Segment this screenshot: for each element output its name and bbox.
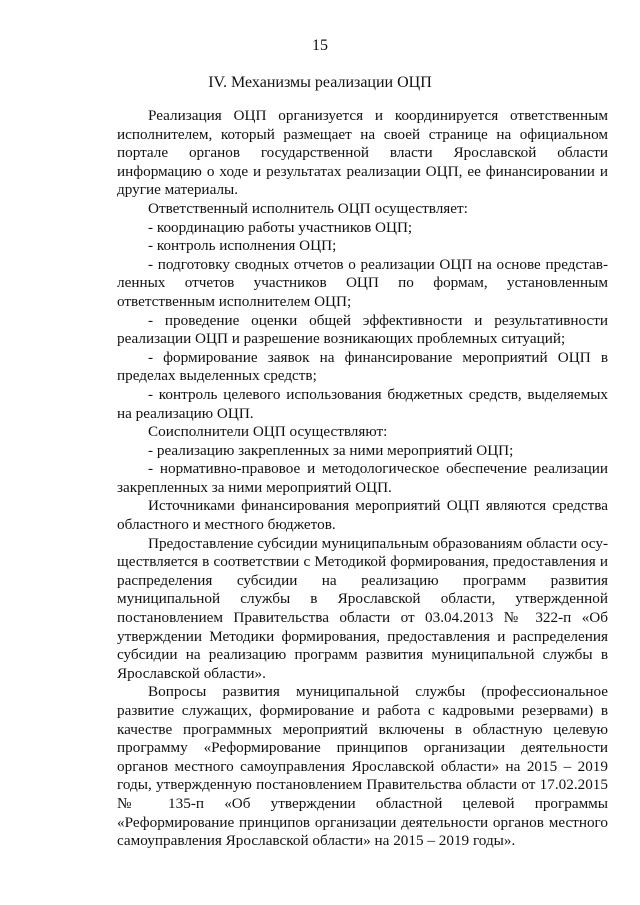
list-item-control: - контроль исполнения ОЦП;	[148, 237, 337, 255]
list-item-reports: - подготовку сводных отчетов о реализации ОЦП на основе представленных отчетов участников ОЦП по формам, установленным ответственным исполнителем ОЦП;	[117, 255, 608, 310]
paragraph-municipal-service: Вопросы развития муниципальной службы (профессиональное развитие служащих, формирование и работа с кадровыми резервами) в качестве программных мероприятий включены в областную целевую программу «Реформирование принципов организации деятельности органов местного самоуправления Ярославской области» на 2015 – 2019 годы, утвержденную постановлением Правительства области от 17.02.2015 № 135-п «Об утверждении областной целевой программы «Реформирование принципов организации деятельности органов местного самоуправления Ярославской области» на 2015 – 2019 годы».	[117, 683, 608, 850]
list-item-budget-control: - контроль целевого использования бюджетных средств, выделяемых на реализацию ОЦП.	[117, 385, 608, 422]
paragraph-executor-duties-heading: Ответственный исполнитель ОЦП осуществляет:	[148, 199, 468, 217]
list-item-coordination: - координацию работы участников ОЦП;	[148, 218, 413, 236]
list-item-efficiency-assessment: - проведение оценки общей эффективности и результативности реализации ОЦП и разрешение возникающих проблемных ситуаций;	[117, 311, 608, 348]
paragraph-responsible-executor-role: Реализация ОЦП организуется и координируется ответственным исполнителем, который размещает на своей странице на официальном портале органов государственной власти Ярославской области информацию о ходе и результатах реализации ОЦП, ее финансировании и другие материалы.	[117, 107, 608, 199]
list-item-implementation: - реализацию закрепленных за ними мероприятий ОЦП;	[148, 441, 514, 459]
document-body	[117, 107, 608, 851]
section-title: IV. Механизмы реализации ОЦП	[208, 74, 432, 91]
paragraph-co-executors-heading: Соисполнители ОЦП осуществляют:	[148, 423, 388, 441]
page-number: 15	[312, 37, 328, 54]
paragraph-subsidy: Предоставление субсидии муниципальным образованиям области осуществляется в соответствии с Методикой формирования, предоставления и распределения субсидии на реализацию программ развития муниципальной службы в Ярославской области, утвержденной постановлением Правительства области от 03.04.2013 № 322-п «Об утверждении Методики формирования, предоставления и распределения субсидии на реализацию программ развития муниципальной службы в Ярославской области».	[117, 534, 608, 682]
list-item-funding-requests: - формирование заявок на финансирование мероприятий ОЦП в пределах выделенных средств;	[117, 348, 608, 385]
paragraph-funding-sources: Источниками финансирования мероприятий ОЦП являются средства областного и местного бюджетов.	[117, 497, 608, 534]
list-item-regulatory-support: - нормативно-правовое и методологическое обеспечение реализации закрепленных за ними мероприятий ОЦП.	[117, 460, 608, 496]
